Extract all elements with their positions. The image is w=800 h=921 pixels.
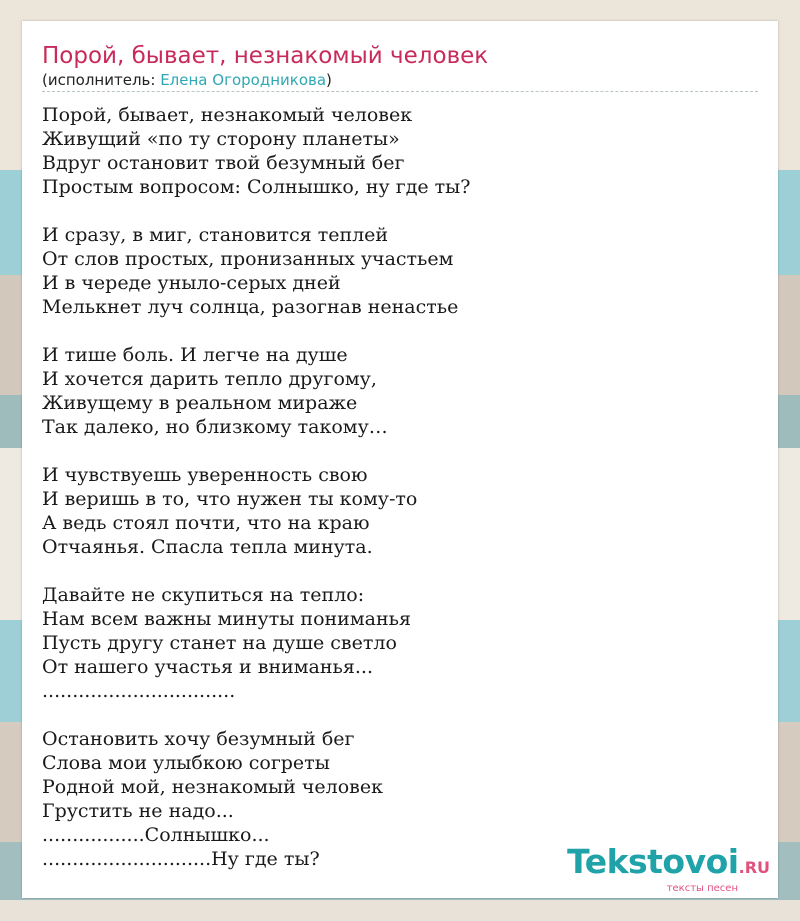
lyrics-line: Так далеко, но близкому такому… — [42, 416, 388, 438]
lyrics-line: Живущему в реальном мираже — [42, 392, 358, 414]
lyrics-line: Остановить хочу безумный бег — [42, 728, 355, 750]
lyrics-line: От слов простых, пронизанных участьем — [42, 248, 454, 270]
site-logo[interactable] — [567, 842, 770, 894]
lyrics-line: От нашего участья и вниманья... — [42, 656, 373, 678]
lyrics-line: Нам всем важны минуты пониманья — [42, 608, 411, 630]
lyrics-line: Простым вопросом: Солнышко, ну где ты? — [42, 176, 471, 198]
performer-suffix: ) — [326, 71, 332, 89]
lyrics-line: И хочется дарить тепло другому, — [42, 368, 377, 390]
lyrics-text — [42, 103, 471, 895]
lyrics-line: А ведь стоял почти, что на краю — [42, 512, 370, 534]
lyrics-line: Живущий «по ту сторону планеты» — [42, 128, 400, 150]
lyrics-line: И сразу, в миг, становится теплей — [42, 224, 389, 246]
lyrics-stanza — [42, 463, 471, 559]
lyrics-line: Порой, бывает, незнакомый человек — [42, 104, 413, 126]
logo-name: Tekstovoi — [567, 842, 739, 881]
lyrics-line: ............................Ну где ты? — [42, 848, 320, 870]
lyrics-stanza — [42, 583, 471, 703]
lyrics-line: Давайте не скупиться на тепло: — [42, 584, 365, 606]
lyrics-line: Отчаянья. Спасла тепла минута. — [42, 536, 373, 558]
lyrics-line: Грустить не надо... — [42, 800, 234, 822]
lyrics-line: И веришь в то, что нужен ты кому-то — [42, 488, 418, 510]
logo-wordmark — [567, 842, 770, 885]
performer-prefix: (исполнитель: — [42, 71, 161, 89]
lyrics-line: Мелькнет луч солнца, разогнав ненастье — [42, 296, 459, 318]
lyrics-card — [22, 21, 778, 898]
lyrics-stanza — [42, 727, 471, 871]
lyrics-line: Пусть другу станет на душе светло — [42, 632, 397, 654]
lyrics-line: ................................ — [42, 680, 236, 702]
lyrics-stanza — [42, 103, 471, 199]
lyrics-stanza — [42, 343, 471, 439]
logo-tagline: тексты песен — [666, 883, 738, 894]
lyrics-line: Родной мой, незнакомый человек — [42, 776, 383, 798]
song-header — [42, 41, 758, 92]
lyrics-line: И тише боль. И легче на душе — [42, 344, 348, 366]
logo-tld: .RU — [738, 858, 770, 877]
lyrics-line: И чувствуешь уверенность свою — [42, 464, 368, 486]
lyrics-line: Слова мои улыбкою согреты — [42, 752, 330, 774]
lyrics-line: .................Солнышко... — [42, 824, 270, 846]
lyrics-line: И в череде уныло-серых дней — [42, 272, 341, 294]
lyrics-line: Вдруг остановит твой безумный бег — [42, 152, 405, 174]
song-title: Порой, бывает, незнакомый человек — [42, 43, 489, 69]
lyrics-stanza — [42, 223, 471, 319]
performer-line — [42, 71, 758, 89]
artist-link[interactable]: Елена Огородникова — [160, 71, 327, 89]
